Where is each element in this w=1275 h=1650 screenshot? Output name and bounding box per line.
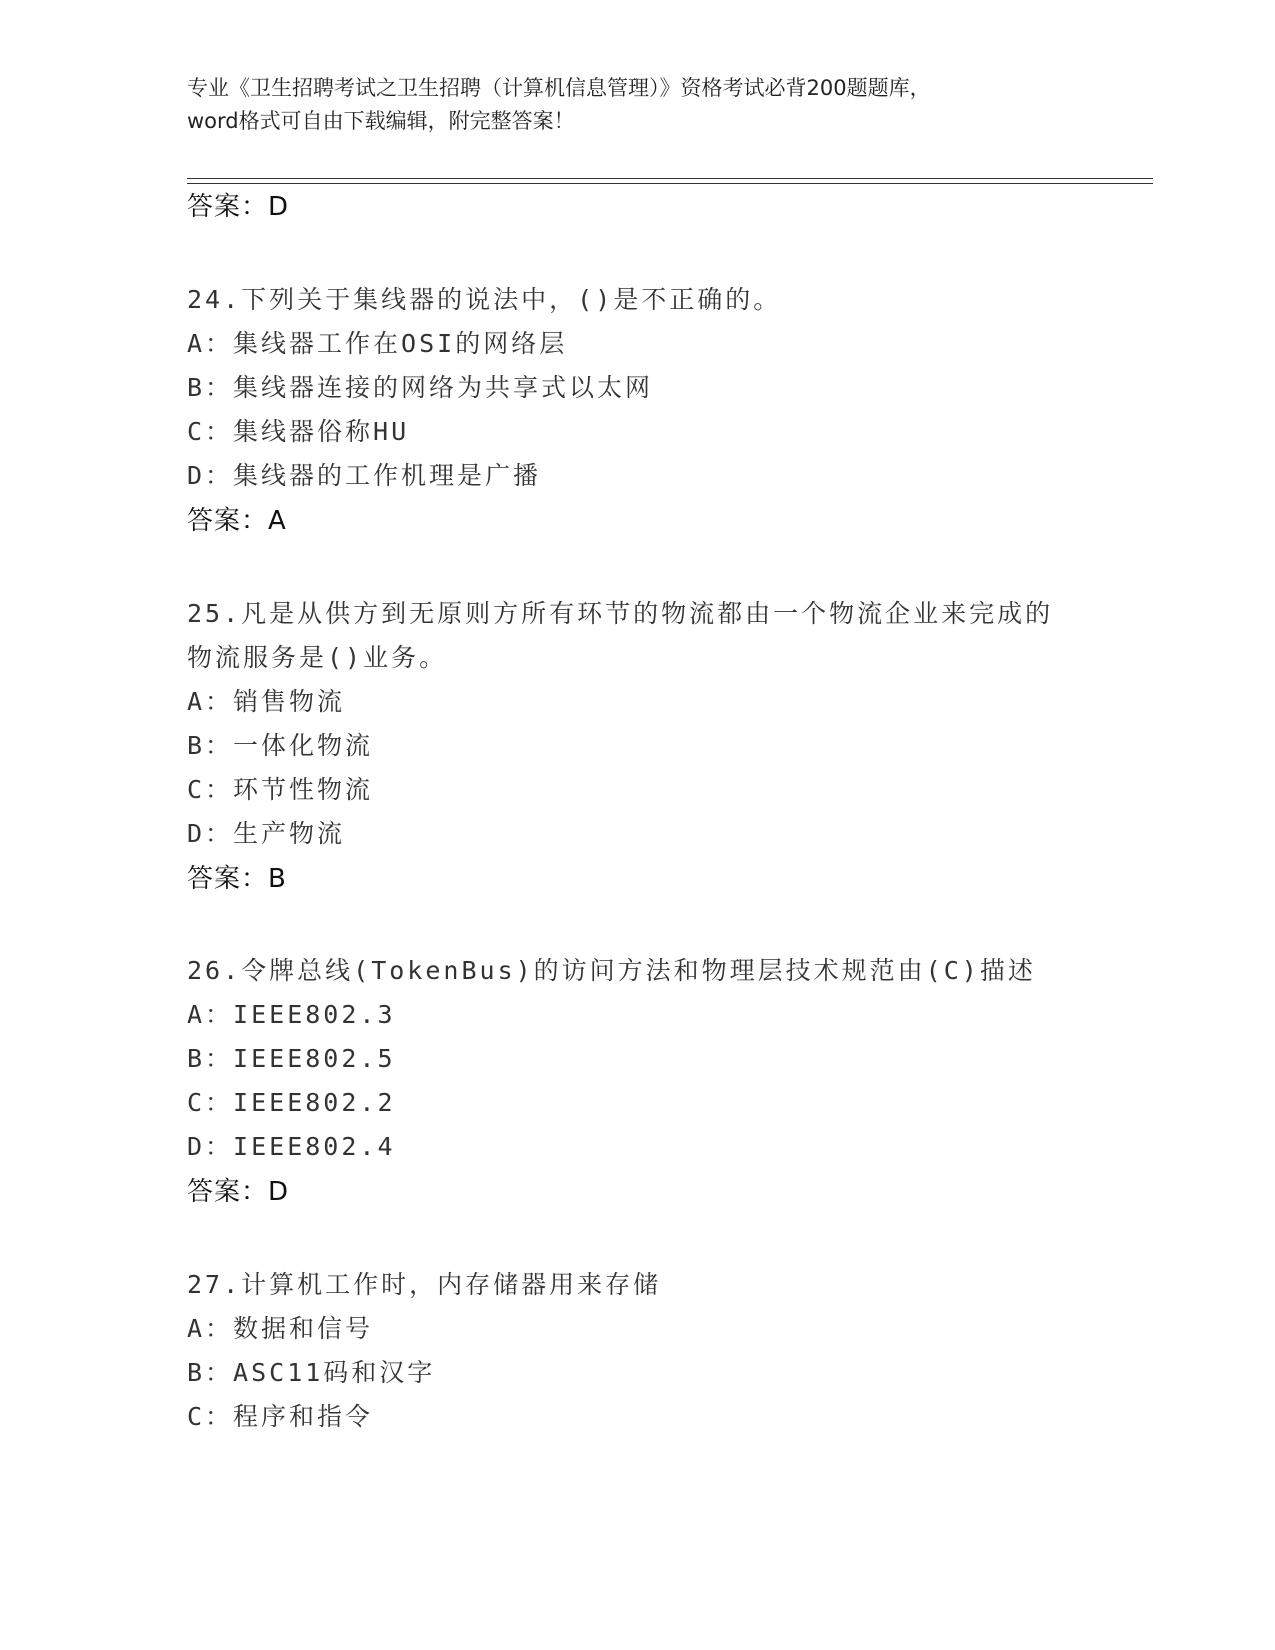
header-divider-top [187, 178, 1153, 179]
question-26-stem: 26.令牌总线(TokenBus)的访问方法和物理层技术规范由(C)描述 [187, 956, 1036, 985]
document-header [187, 72, 1087, 138]
question-24-option-a: A：集线器工作在OSI的网络层 [187, 329, 568, 358]
question-26-option-d: D：IEEE802.4 [187, 1132, 396, 1161]
question-24-stem: 24.下列关于集线器的说法中，()是不正确的。 [187, 285, 782, 314]
question-25-stem-line-1: 25.凡是从供方到无原则方所有环节的物流都由一个物流企业来完成的 [187, 599, 1054, 628]
question-25-stem-line-2: 物流服务是()业务。 [187, 643, 448, 672]
question-24-option-d: D：集线器的工作机理是广播 [187, 461, 542, 490]
question-25-option-d: D：生产物流 [187, 819, 346, 848]
question-24-option-b: B：集线器连接的网络为共享式以太网 [187, 373, 654, 402]
question-27-option-a: A：数据和信号 [187, 1314, 374, 1343]
header-line-1: 专业《卫生招聘考试之卫生招聘（计算机信息管理）》资格考试必背200题题库， [187, 76, 931, 100]
header-divider-bottom [187, 183, 1153, 184]
question-27-option-c: C：程序和指令 [187, 1402, 374, 1431]
question-26-option-a: A：IEEE802.3 [187, 1000, 396, 1029]
question-24-answer: 答案：A [187, 506, 287, 536]
question-24-option-c: C：集线器俗称HU [187, 417, 410, 446]
previous-answer: 答案：D [187, 192, 290, 222]
question-26-answer: 答案：D [187, 1177, 290, 1207]
question-26-option-b: B：IEEE802.5 [187, 1044, 396, 1073]
question-26-option-c: C：IEEE802.2 [187, 1088, 396, 1117]
question-25-answer: 答案：B [187, 864, 287, 894]
question-25-option-c: C：环节性物流 [187, 775, 374, 804]
question-27-option-b: B：ASC11码和汉字 [187, 1358, 436, 1387]
question-25-option-b: B：一体化物流 [187, 731, 374, 760]
question-25-option-a: A：销售物流 [187, 687, 346, 716]
question-27-stem: 27.计算机工作时，内存储器用来存储 [187, 1270, 662, 1299]
header-line-2: word格式可自由下载编辑，附完整答案！ [187, 109, 575, 133]
